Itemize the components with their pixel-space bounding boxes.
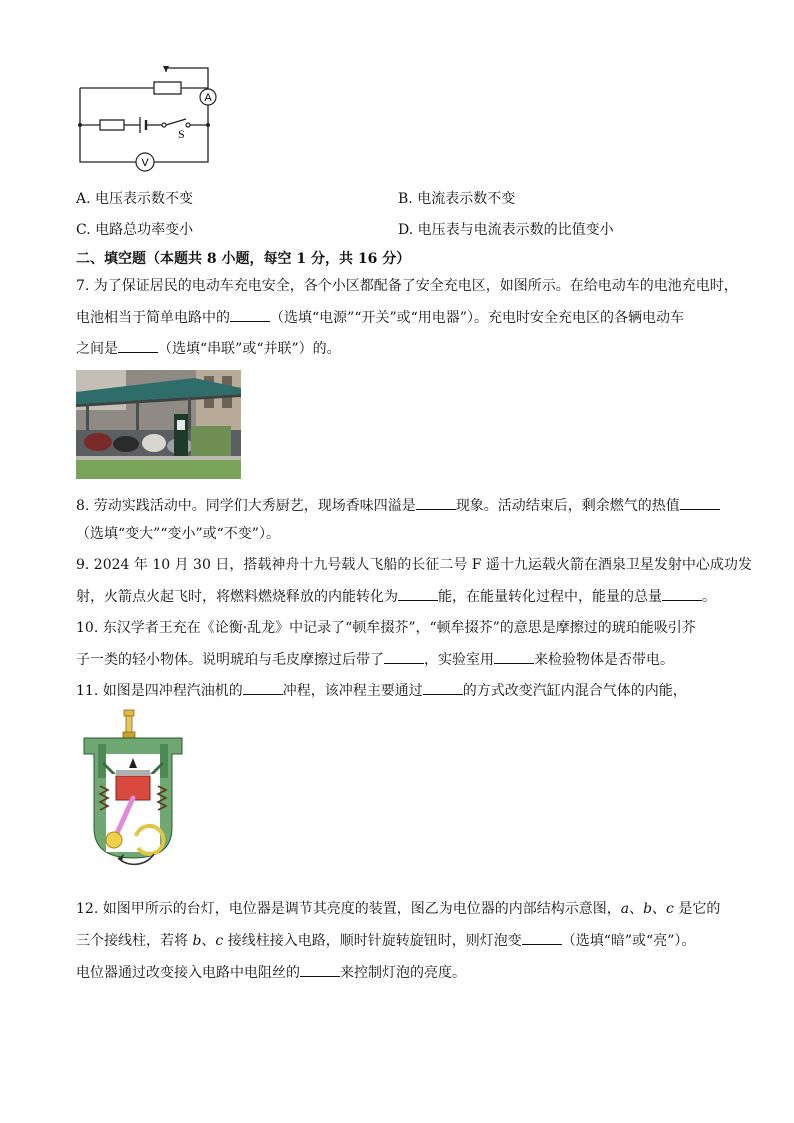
option-d: D. 电压表与电流表示数的比值变小 <box>398 222 614 238</box>
answer-blank <box>384 649 424 664</box>
charging-station-photo <box>76 370 241 479</box>
terminal-c: c <box>215 933 224 949</box>
q7-line2 <box>76 307 684 328</box>
option-c: C. 电路总功率变小 <box>76 222 194 238</box>
q11-text: 的方式改变汽缸内混合气体的内能， <box>462 683 687 699</box>
q8-text: 8. 劳动实践活动中。同学们大秀厨艺，现场香味四溢是 <box>76 498 416 514</box>
q12-line3 <box>76 962 466 983</box>
q10-text: ，实验室用 <box>424 652 494 668</box>
answer-blank <box>680 495 720 510</box>
q8-line1 <box>76 495 720 516</box>
q8-text: 现象。活动结束后，剩余燃气的热值 <box>455 498 680 514</box>
answer-blank <box>243 680 283 695</box>
q9-line2 <box>76 586 716 607</box>
q7-text: （选填“串联”或“并联”）的。 <box>158 341 341 357</box>
q10-line2 <box>76 649 674 670</box>
q9-text: 射，火箭点火起飞时，将燃料燃烧释放的内能转化为 <box>76 589 398 605</box>
answer-blank <box>416 495 456 510</box>
option-b: B. 电流表示数不变 <box>398 191 516 207</box>
switch-label: S <box>178 127 185 141</box>
q7-text: 之间是 <box>76 341 118 357</box>
answer-blank <box>118 338 158 353</box>
terminal-c: c <box>666 901 674 917</box>
q11-line1 <box>76 680 687 701</box>
q12-line2 <box>76 930 695 951</box>
q12-sep: 、 <box>629 901 644 917</box>
q12-text: 电位器通过改变接入电路中电阻丝的 <box>76 965 300 981</box>
terminal-a: a <box>620 901 630 917</box>
q12-text: 三个接线柱，若将 <box>76 933 193 949</box>
q12-text: 接线柱接入电路，顺时针旋转旋钮时，则灯泡变 <box>223 933 522 949</box>
q12-sep: 、 <box>652 901 667 917</box>
answer-blank <box>300 962 340 977</box>
q12-text: （选填“暗”或“亮”）。 <box>561 933 696 949</box>
q12-text: 12. 如图甲所示的台灯，电位器是调节其亮度的装置，图乙为电位器的内部结构示意图， <box>76 901 621 917</box>
ammeter-label: A <box>204 92 212 104</box>
q12-text: 是它的 <box>673 901 721 917</box>
answer-blank <box>230 307 270 322</box>
q10-text: 子一类的轻小物体。说明琥珀与毛皮摩擦过后带了 <box>76 652 384 668</box>
q12-line1 <box>76 899 720 919</box>
section-title: 二、填空题（本题共 8 小题，每空 1 分，共 16 分） <box>76 251 411 267</box>
voltmeter-label: V <box>141 157 149 169</box>
q7-text: 电池相当于简单电路中的 <box>76 310 230 326</box>
answer-blank <box>423 680 463 695</box>
q8-line2: （选填“变大”“变小”或“不变”）。 <box>76 526 280 542</box>
q9-text: 能，在能量转化过程中，能量的总量 <box>438 589 662 605</box>
answer-blank <box>494 649 534 664</box>
q10-line1: 10. 东汉学者王充在《论衡·乱龙》中记录了“顿牟掇芥”，“顿牟掇芥”的意思是摩擦过的琥珀能吸引芥 <box>76 620 696 636</box>
q12-text: 来控制灯泡的亮度。 <box>340 965 466 981</box>
q7-line1: 7. 为了保证居民的电动车充电安全，各个小区都配备了安全充电区，如图所示。在给电动车的电池充电时， <box>76 278 738 294</box>
answer-blank <box>662 586 702 601</box>
q11-text: 11. 如图是四冲程汽油机的 <box>76 683 243 699</box>
engine-cylinder-diagram <box>78 708 188 866</box>
circuit-diagram <box>74 62 220 174</box>
terminal-b: b <box>192 933 202 949</box>
answer-blank <box>522 930 562 945</box>
option-a: A. 电压表示数不变 <box>76 191 194 207</box>
q9-text: 。 <box>702 589 716 605</box>
q7-text: （选填“电源”“开关”或“用电器”）。充电时安全充电区的各辆电动车 <box>270 310 684 326</box>
q10-text: 来检验物体是否带电。 <box>534 652 674 668</box>
terminal-b: b <box>643 901 653 917</box>
answer-blank <box>398 586 438 601</box>
q11-text: 冲程，该冲程主要通过 <box>282 683 423 699</box>
q9-line1: 9. 2024 年 10 月 30 日，搭载神舟十九号载人飞船的长征二号 F 遥十九运载火箭在酒泉卫星发射中心成功发 <box>76 557 752 573</box>
q12-sep: 、 <box>201 933 216 949</box>
q7-line3 <box>76 338 341 359</box>
